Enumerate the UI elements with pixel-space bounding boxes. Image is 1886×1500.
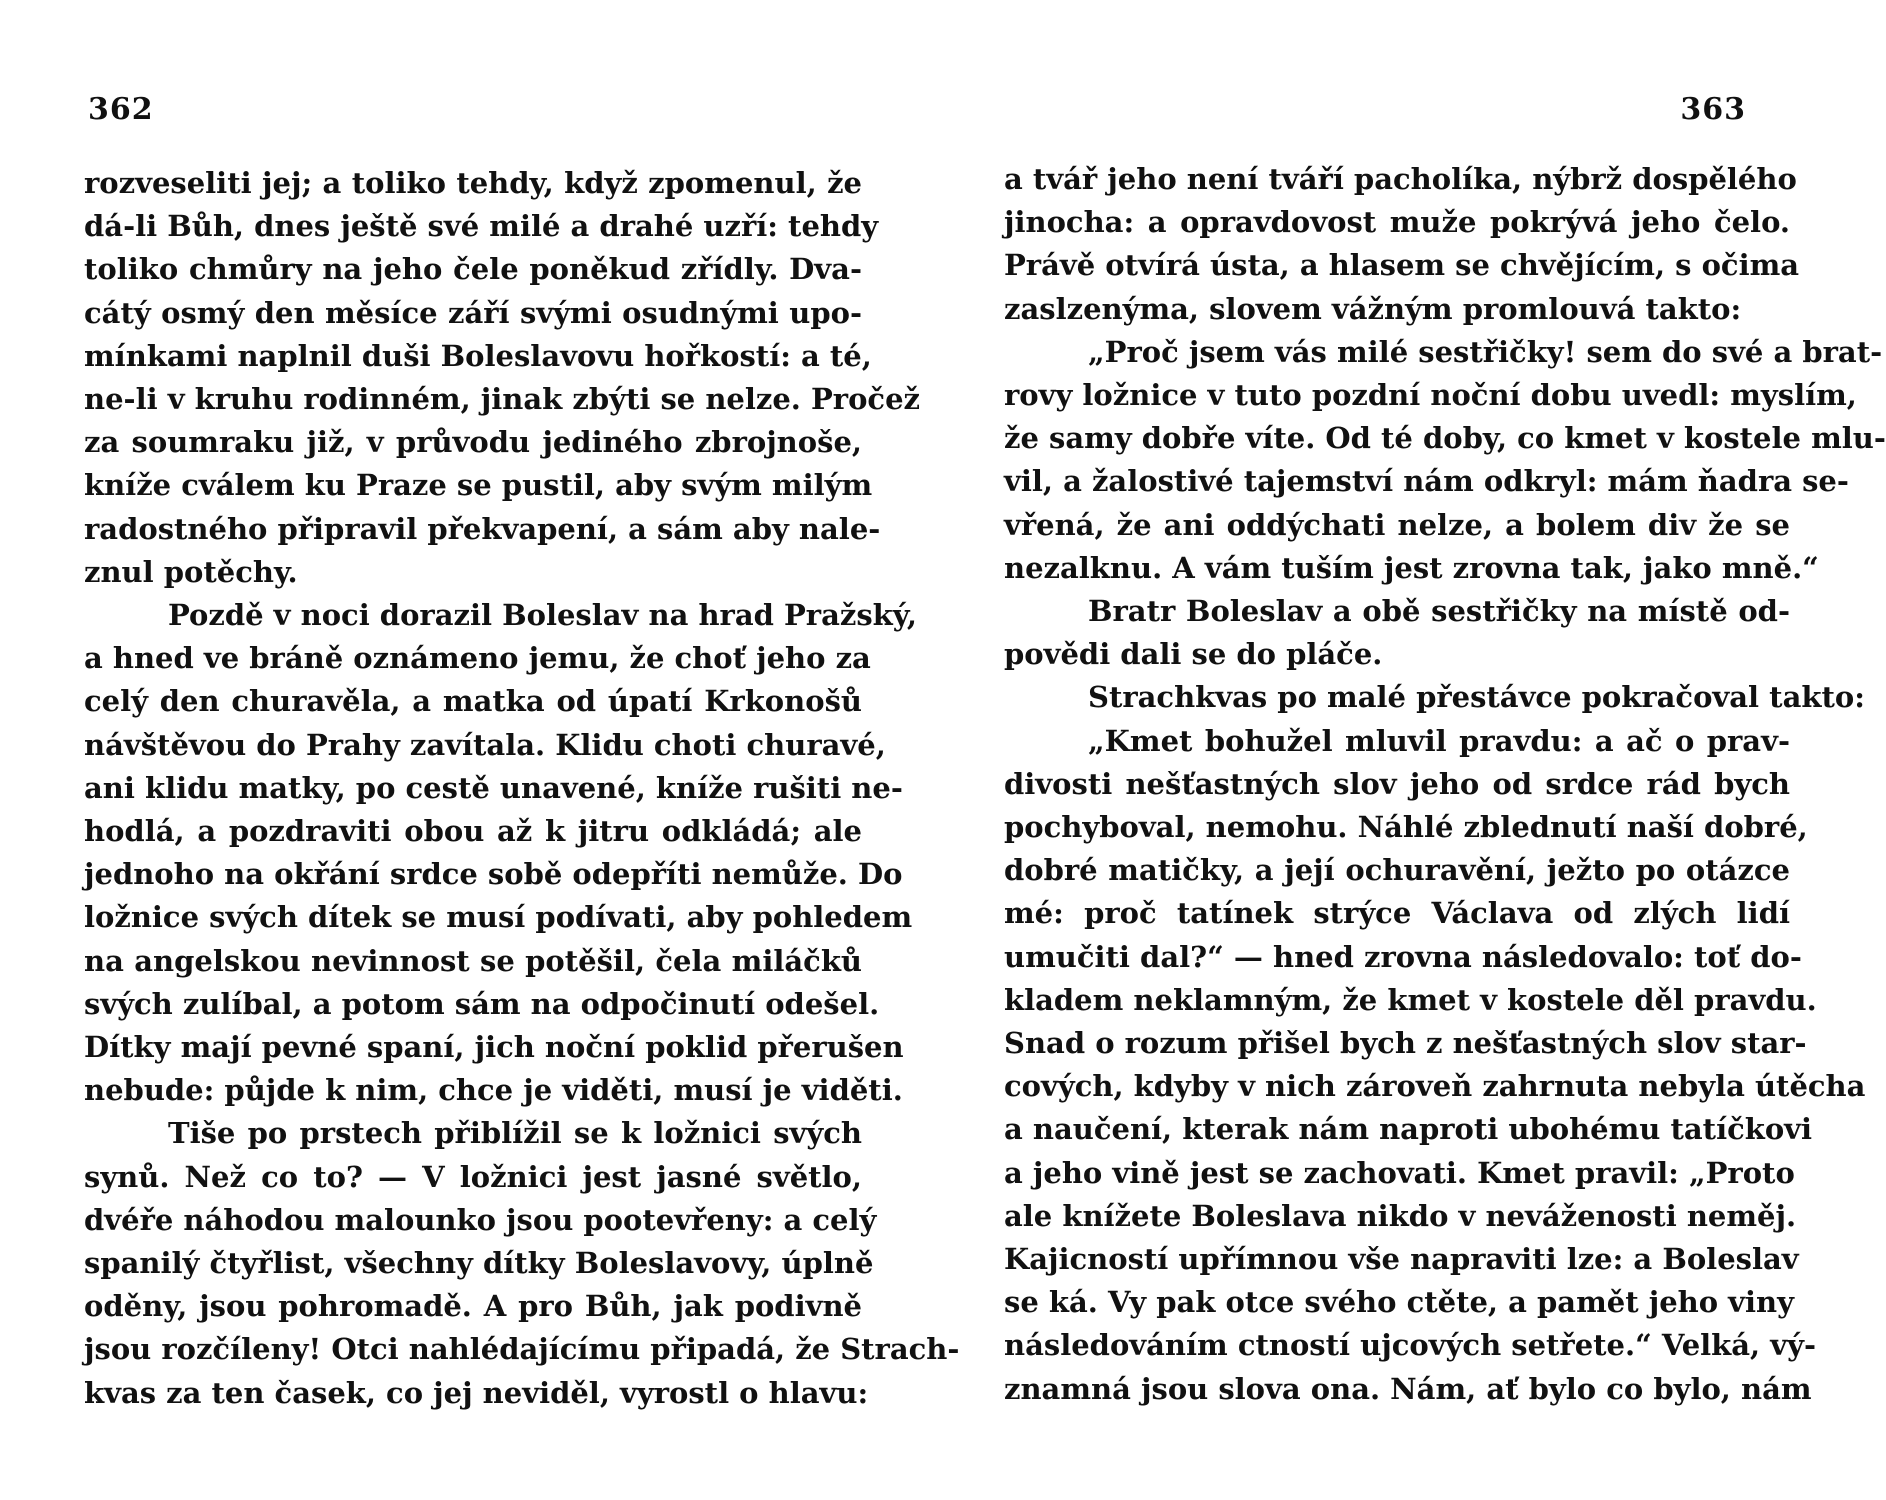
text-line: cátý osmý den měsíce září svými osudnými upo- (84, 295, 862, 330)
text-line: spanilý čtyřlist, všechny dítky Boleslavovy, úplně (84, 1246, 874, 1281)
text-line: že samy dobře víte. Od té doby, co kmet v kostele mlu- (1004, 421, 1886, 456)
text-line: synů. Než co to? — V ložnici jest jasné světlo, (84, 1159, 862, 1194)
text-line: ale knížete Boleslava nikdo v neváženosti neměj. (1004, 1198, 1797, 1233)
text-line: a tvář jeho není tváří pacholíka, nýbrž dospělého (1004, 162, 1797, 196)
text-line: jinocha: a opravdovost muže pokrývá jeho čelo. (1004, 205, 1790, 240)
text-line: Bratr Boleslav a obě sestřičky na místě od- (1088, 594, 1790, 629)
text-line: ani klidu matky, po cestě unavené, kníže rušiti ne- (84, 770, 903, 805)
text-line: „Proč jsem vás milé sestřičky! sem do své a brat- (1088, 334, 1883, 369)
text-line: povědi dali se do pláče. (1004, 637, 1383, 672)
text-line: „Kmet bohužel mluvil pravdu: a ač o prav- (1088, 723, 1790, 758)
text-line: návštěvou do Prahy zavítala. Klidu choti churavé, (84, 727, 886, 762)
text-line: Snad o rozum přišel bych z nešťastných slov star- (1004, 1026, 1807, 1061)
text-line: Kajicností upřímnou vše napraviti lze: a Boleslav (1004, 1242, 1799, 1277)
body-text (1004, 158, 1886, 1411)
text-line: vil, a žalostivé tajemství nám odkryl: mám ňadra se- (1004, 464, 1849, 499)
text-line: dvéře náhodou malounko jsou pootevřeny: a celý (84, 1202, 877, 1237)
text-line: ložnice svých dítek se musí podívati, aby pohledem (84, 900, 913, 935)
text-line: na angelskou nevinnost se potěšil, čela miláčků (84, 943, 862, 978)
text-line: celý den churavěla, a matka od úpatí Krkonošů (84, 684, 862, 719)
text-line: znamná jsou slova ona. Nám, ať bylo co bylo, nám (1004, 1371, 1812, 1406)
text-line: dá-li Bůh, dnes ještě své milé a drahé uzří: tehdy (84, 209, 879, 244)
text-line: Strachkvas po malé přestávce pokračoval takto: (1088, 680, 1865, 715)
text-line: mínkami naplnil duši Boleslavovu hořkostí: a té, (84, 338, 872, 373)
text-line: a hned ve bráně oznámeno jemu, že choť jeho za (84, 641, 871, 676)
text-line: se ká. Vy pak otce svého ctěte, a pamět jeho viny (1004, 1285, 1794, 1320)
text-line: nebude: půjde k nim, chce je viděti, musí je viděti. (84, 1073, 903, 1108)
text-line: pochyboval, nemohu. Náhlé zblednutí naší dobré, (1004, 810, 1808, 845)
body-text (84, 162, 960, 1415)
text-line: za soumraku již, v průvodu jediného zbrojnoše, (84, 425, 862, 460)
page-number: 362 (88, 92, 154, 127)
text-line: následováním ctností ujcových setřete.“ Velká, vý- (1004, 1328, 1816, 1363)
text-line: kníže cválem ku Praze se pustil, aby svým milým (84, 468, 873, 503)
text-line: jsou rozčíleny! Otci nahlédajícímu připadá, že Strach- (84, 1332, 960, 1367)
text-line: jednoho na okřání srdce sobě odepříti nemůže. Do (84, 857, 903, 892)
text-line: dobré matičky, a její ochuravění, ježto po otázce (1004, 853, 1790, 888)
text-line: mé: proč tatínek strýce Václava od zlých lidí (1004, 896, 1790, 931)
text-line: znul potěchy. (84, 554, 298, 589)
text-line: toliko chmůry na jeho čele poněkud zřídly. Dva- (84, 252, 862, 287)
text-line: rozveseliti jej; a toliko tehdy, když zpomenul, že (84, 166, 862, 200)
text-line: vřená, že ani oddýchati nelze, a bolem div že se (1004, 507, 1790, 542)
text-line: umučiti dal?“ — hned zrovna následovalo: toť do- (1004, 939, 1802, 974)
text-line: Pozdě v noci dorazil Boleslav na hrad Pražský, (168, 598, 917, 633)
text-line: Dítky mají pevné spaní, jich noční poklid přerušen (84, 1030, 904, 1065)
text-line: zaslzenýma, slovem vážným promlouvá takto: (1004, 291, 1742, 326)
text-line: divosti nešťastných slov jeho od srdce rád bych (1004, 766, 1790, 801)
text-line: nezalknu. A vám tuším jest zrovna tak, jako mně.“ (1004, 550, 1819, 585)
text-line: ne-li v kruhu rodinném, jinak zbýti se nelze. Pročež (84, 382, 921, 417)
text-line: cových, kdyby v nich zároveň zahrnuta nebyla útěcha (1004, 1069, 1866, 1104)
text-line: rovy ložnice v tuto pozdní noční dobu uvedl: myslím, (1004, 378, 1857, 413)
right-page (912, 0, 1886, 1500)
text-line: a jeho vině jest se zachovati. Kmet pravil: „Proto (1004, 1155, 1795, 1190)
text-line: radostného připravil překvapení, a sám aby nale- (84, 511, 881, 546)
text-line: a naučení, kterak nám naproti ubohému tatíčkovi (1004, 1112, 1813, 1147)
text-line: Právě otvírá ústa, a hlasem se chvějícím, s očima (1004, 248, 1800, 283)
text-line: kvas za ten časek, co jej neviděl, vyrostl o hlavu: (84, 1375, 869, 1410)
text-line: kladem neklamným, že kmet v kostele děl pravdu. (1004, 982, 1817, 1017)
page-number: 363 (1680, 92, 1746, 127)
text-line: Tiše po prstech přiblížil se k ložnici svých (168, 1116, 862, 1151)
text-line: svých zulíbal, a potom sám na odpočinutí odešel. (84, 986, 880, 1021)
text-line: oděny, jsou pohromadě. A pro Bůh, jak podivně (84, 1289, 862, 1324)
text-line: hodlá, a pozdraviti obou až k jitru odkládá; ale (84, 814, 862, 849)
